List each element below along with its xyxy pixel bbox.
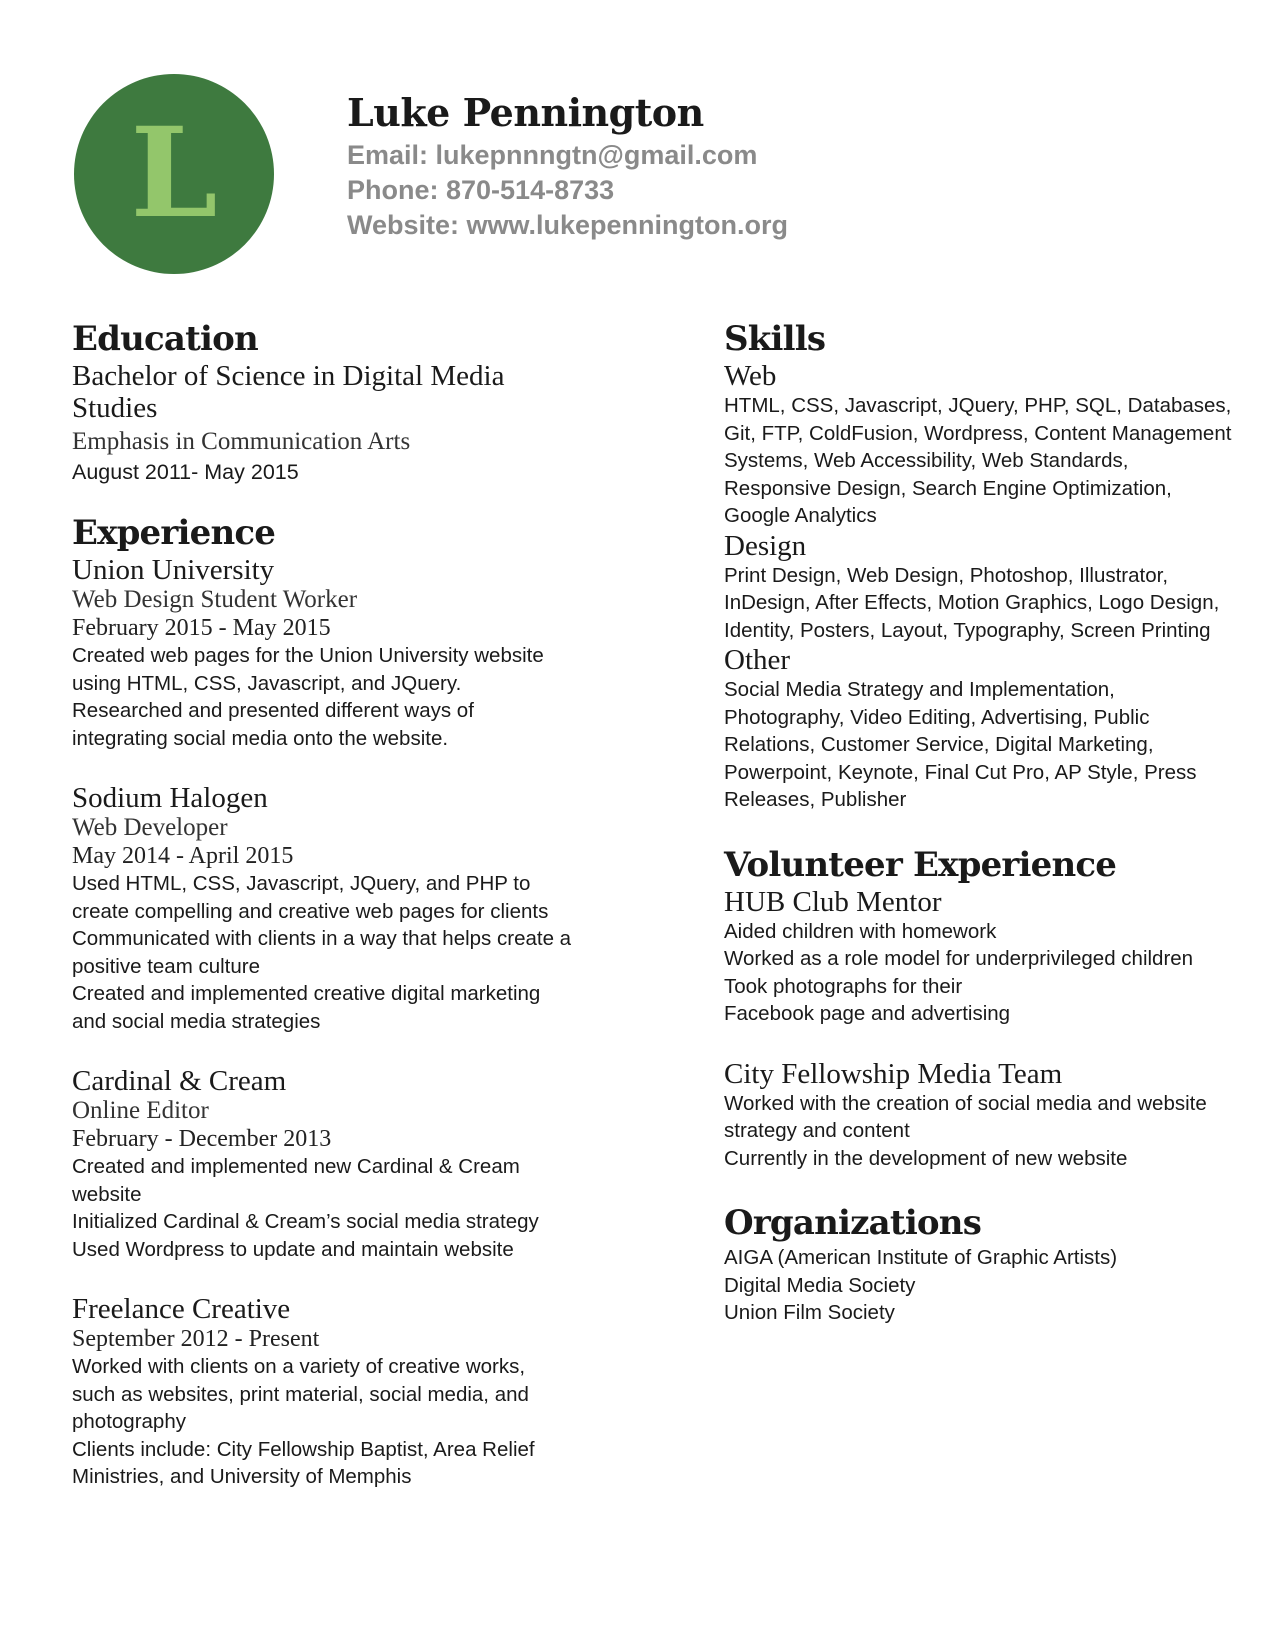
left-column bbox=[72, 318, 572, 1491]
education-dates: August 2011- May 2015 bbox=[72, 460, 299, 484]
monogram-logo-graphic bbox=[74, 74, 274, 274]
job-dates: September 2012 - Present bbox=[72, 1326, 320, 1352]
skill-group-text: Print Design, Web Design, Photoshop, Illustrator, InDesign, After Effects, Motion Graphics, Logo Design, Identity, Posters, Layout, Typography, Screen Printing bbox=[724, 563, 1220, 642]
job-role: Web Developer bbox=[72, 814, 228, 841]
volunteer-org: City Fellowship Media Team bbox=[724, 1057, 1063, 1090]
monogram-letter: L bbox=[130, 101, 218, 246]
organizations-title: Organizations bbox=[724, 1203, 982, 1243]
volunteer-description-line: Currently in the development of new website bbox=[724, 1146, 1128, 1170]
skills-title: Skills bbox=[724, 319, 826, 359]
job-sodium-halogen bbox=[72, 782, 572, 1035]
education-title: Education bbox=[72, 319, 258, 359]
volunteer-city-fellowship bbox=[724, 1058, 1234, 1173]
job-dates: May 2014 - April 2015 bbox=[72, 843, 294, 869]
organization-item: Union Film Society bbox=[724, 1301, 895, 1324]
volunteer-description-line: Took photographs for their Facebook page and advertising bbox=[724, 974, 1011, 1025]
job-org: Freelance Creative bbox=[72, 1293, 291, 1325]
job-description-line: Used Wordpress to update and maintain website bbox=[72, 1237, 514, 1261]
organization-item: AIGA (American Institute of Graphic Artists) bbox=[724, 1246, 1118, 1269]
job-description-line: Created web pages for the Union University website using HTML, CSS, Javascript, and JQuery. bbox=[72, 644, 544, 695]
skill-group-text: HTML, CSS, Javascript, JQuery, PHP, SQL, Databases, Git, FTP, ColdFusion, Wordpress, Content Management Systems, Web Accessibility, Web Standards, Responsive Design, Search Engine Optimization, Google Analytics bbox=[724, 394, 1232, 527]
volunteer-description-line: Worked as a role model for underprivileged children bbox=[724, 947, 1194, 970]
job-role: Online Editor bbox=[72, 1097, 209, 1124]
experience-title: Experience bbox=[72, 513, 276, 553]
job-cardinal-cream bbox=[72, 1065, 572, 1263]
monogram-logo bbox=[74, 74, 274, 274]
job-dates: February - December 2013 bbox=[72, 1126, 332, 1152]
job-description-line: Worked with clients on a variety of creative works, such as websites, print material, social media, and photography bbox=[72, 1355, 529, 1433]
volunteer-description-line: Aided children with homework bbox=[724, 919, 997, 943]
job-org: Cardinal & Cream bbox=[72, 1065, 287, 1097]
organizations-section bbox=[724, 1202, 1234, 1327]
organization-item: Digital Media Society bbox=[724, 1273, 916, 1297]
job-org: Union University bbox=[72, 554, 275, 586]
resume-header bbox=[347, 88, 788, 243]
job-description-line: Communicated with clients in a way that helps create a positive team culture bbox=[72, 927, 572, 978]
job-freelance-creative bbox=[72, 1293, 572, 1491]
email-line: Email: lukepnnngtn@gmail.com bbox=[347, 140, 758, 170]
job-role: Web Design Student Worker bbox=[72, 586, 358, 613]
person-name: Luke Pennington bbox=[347, 90, 704, 135]
right-column bbox=[724, 318, 1234, 1327]
job-dates: February 2015 - May 2015 bbox=[72, 615, 331, 641]
job-org: Sodium Halogen bbox=[72, 782, 268, 814]
job-description-line: Researched and presented different ways of integrating social media onto the website. bbox=[72, 699, 474, 750]
job-description-line: Created and implemented creative digital marketing and social media strategies bbox=[72, 982, 541, 1033]
skill-group-text: Social Media Strategy and Implementation, Photography, Video Editing, Advertising, Public Relations, Customer Service, Digital Marketing, Powerpoint, Keynote, Final Cut Pro, AP Style, Press Releases, Publisher bbox=[724, 678, 1197, 811]
volunteer-title: Volunteer Experience bbox=[724, 844, 1117, 885]
degree: Bachelor of Science in Digital Media Studies bbox=[72, 360, 505, 424]
website-line: Website: www.lukepennington.org bbox=[347, 210, 789, 240]
job-description-line: Used HTML, CSS, Javascript, JQuery, and PHP to create compelling and creative web pages for clients bbox=[72, 872, 549, 923]
volunteer-section bbox=[724, 844, 1234, 1173]
volunteer-description-line: Worked with the creation of social media and website strategy and content bbox=[724, 1091, 1207, 1142]
job-description-line: Clients include: City Fellowship Baptist, Area Relief Ministries, and University of Memphis bbox=[72, 1437, 535, 1488]
skill-group-name: Web bbox=[724, 360, 777, 392]
skill-group-name: Other bbox=[724, 644, 791, 676]
job-description-line: Created and implemented new Cardinal & Cream website bbox=[72, 1155, 520, 1206]
skill-group-name: Design bbox=[724, 529, 807, 562]
volunteer-org: HUB Club Mentor bbox=[724, 885, 942, 918]
job-description-line: Initialized Cardinal & Cream’s social media strategy bbox=[72, 1210, 539, 1233]
skills-section bbox=[724, 318, 1234, 814]
education-section bbox=[72, 318, 572, 488]
phone-line: Phone: 870-514-8733 bbox=[347, 175, 615, 205]
experience-section bbox=[72, 512, 572, 1491]
job-union-university bbox=[72, 554, 572, 752]
emphasis: Emphasis in Communication Arts bbox=[72, 428, 411, 455]
volunteer-hub-club bbox=[724, 886, 1234, 1028]
